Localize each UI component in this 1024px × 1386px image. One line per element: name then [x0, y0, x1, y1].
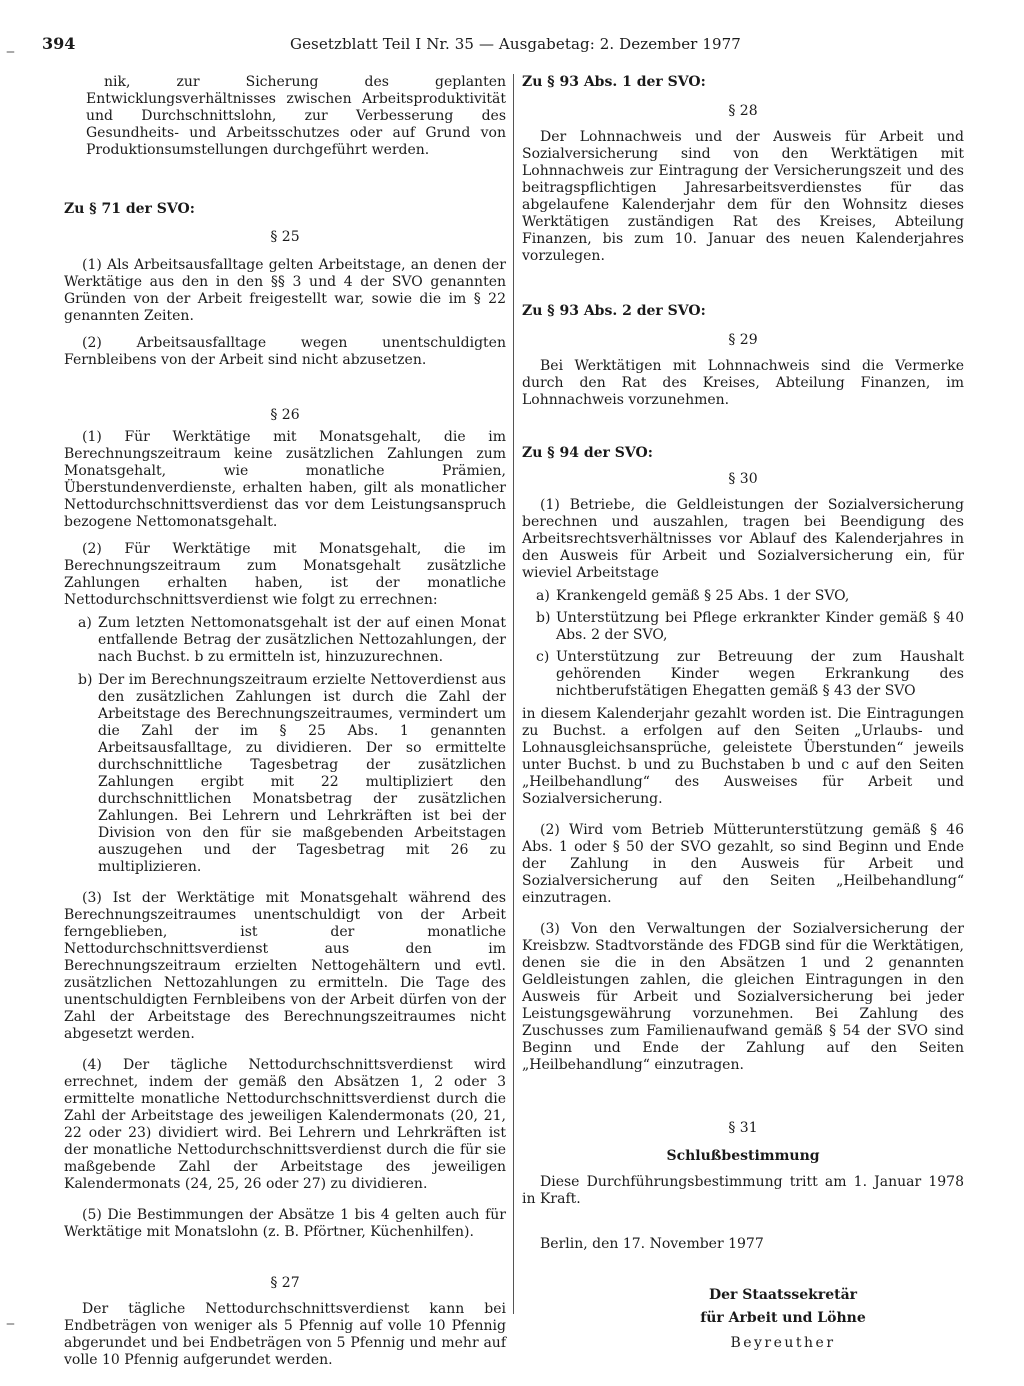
- list-item: [78, 615, 506, 666]
- list-item: [536, 649, 964, 700]
- paragraph-30-clause-3: (3) Von den Verwaltungen der Sozialversicherung der Kreisbzw. Stadtvorstände des FDGB sind für die Werktätigen, denen sie die in den Absätzen 1 und 2 genannten Geldleistungen zahlen, die gleichen Eintragungen in den Ausweis für Arbeit und Sozialversicherung bei jeder Leistungsgewährung vorzunehmen. Bei Zahlung des Zuschusses zum Familienaufwand gemäß § 54 der SVO sind Beginn und Ende der Zahlung auf den Seiten „Heilbehandlung“ einzutragen.: [522, 921, 964, 1073]
- section-heading-93-1: Zu § 93 Abs. 1 der SVO:: [522, 74, 706, 90]
- signatory-name: Beyreuther: [730, 1335, 836, 1351]
- list-marker: a): [536, 588, 550, 604]
- paragraph-26-title: § 26: [270, 407, 300, 423]
- paragraph-26-clause-3: (3) Ist der Werktätige mit Monatsgehalt während des Berechnungszeitraumes unentschuldigt von der Arbeit ferngeblieben, ist der monatliche Nettodurchschnittsverdienst aus den im Berechnungszeitraum erzielten Nettogehältern und evtl. zusätzlichen Nettozahlungen zu ermitteln. Die Tage des unentschuldigten Fernbleibens von der Arbeit dürfen von der Zahl der Arbeitstage des Berechnungszeitraumes nicht abgesetzt werden.: [64, 890, 506, 1042]
- paragraph-27-text: Der tägliche Nettodurchschnittsverdienst kann bei Endbeträgen von weniger als 5 Pfennig auf volle 10 Pfennig abgerundet und bei Endbeträgen von 5 Pfennig und mehr auf volle 10 Pfennig aufgerundet werden.: [64, 1301, 506, 1368]
- list-text: Unterstützung bei Pflege erkrankter Kinder gemäß § 40 Abs. 2 der SVO,: [556, 610, 964, 643]
- right-column: [522, 74, 964, 1352]
- signatory-title-line-2: für Arbeit und Löhne: [700, 1310, 866, 1326]
- list-marker: b): [536, 610, 551, 626]
- paragraph-31-title: § 31: [728, 1120, 758, 1136]
- paragraph-30-clause-2: (2) Wird vom Betrieb Mütterunterstützung gemäß § 46 Abs. 1 oder § 50 der SVO gezahlt, so sind Beginn und Ende der Zahlung in den Ausweis für Arbeit und Sozialversicherung auf den Seiten „Heilbehandlung“ einzutragen.: [522, 822, 964, 906]
- list-item: [536, 588, 964, 605]
- list-item: [536, 610, 964, 644]
- margin-tick-bottom: ‒: [6, 1316, 15, 1332]
- margin-tick-top: ‒: [6, 44, 15, 60]
- paragraph-25-clause-2: (2) Arbeitsausfalltage wegen unentschuldigten Fernbleibens von der Arbeit sind nicht abzusetzen.: [64, 335, 506, 368]
- list-marker: a): [78, 615, 92, 631]
- paragraph-25-title: § 25: [270, 229, 300, 245]
- paragraph-26-clause-2: (2) Für Werktätige mit Monatsgehalt, die im Berechnungszeitraum zum Monatsgehalt zusätzliche Zahlungen erhalten haben, ist der monatliche Nettodurchschnittsverdienst wie folgt zu errechnen:: [64, 541, 506, 608]
- paragraph-25-clause-1: (1) Als Arbeitsausfalltage gelten Arbeitstage, an denen der Werktätige aus den in den §§ 3 und 4 der SVO genannten Gründen von der Arbeit freigestellt war, sowie die im § 22 genannten Zeiten.: [64, 257, 506, 324]
- continued-paragraph: nik, zur Sicherung des geplanten Entwicklungsverhältnisses zwischen Arbeitsproduktivität und Durchschnittslohn, zur Verbesserung des Gesundheits- und Arbeitsschutzes oder auf Grund von Produktionsumstellungen durchgeführt werden.: [86, 74, 506, 158]
- left-column: [64, 74, 506, 1369]
- paragraph-26-clause-5: (5) Die Bestimmungen der Absätze 1 bis 4 gelten auch für Werktätige mit Monatslohn (z. B. Pförtner, Küchenhilfen).: [64, 1207, 506, 1240]
- paragraph-27-title: § 27: [270, 1275, 300, 1291]
- list-text: Der im Berechnungszeitraum erzielte Nettoverdienst aus den zusätzlichen Zahlungen ist durch die Zahl der Arbeitstage des Berechnungszeitraumes, vermindert um die Zahl der im § 25 Abs. 1 genannten Arbeitsausfalltage, zu dividieren. Der so ermittelte durchschnittliche Tagesbetrag der zusätzlichen Zahlungen ergibt mit 22 multipliziert den durchschnittlichen Monatsbetrag der zusätzlichen Zahlungen. Bei Lehrern und Lehrkräften ist bei der Division von den für sie maßgebenden Arbeitstagen auszugehen und der Tagesbetrag mit 26 zu multiplizieren.: [98, 672, 506, 875]
- section-heading-93-2: Zu § 93 Abs. 2 der SVO:: [522, 303, 706, 319]
- paragraph-29-title: § 29: [728, 332, 758, 348]
- page-header: [42, 34, 962, 56]
- column-divider: [513, 74, 514, 1314]
- list-marker: b): [78, 672, 93, 688]
- list-text: Unterstützung zur Betreuung der zum Haushalt gehörenden Kinder wegen Erkrankung des nichtberufstätigen Ehegatten gemäß § 43 der SVO: [556, 649, 964, 699]
- list-marker: c): [536, 649, 550, 665]
- final-provision-heading: Schlußbestimmung: [666, 1148, 820, 1164]
- paragraph-26-clause-1: (1) Für Werktätige mit Monatsgehalt, die im Berechnungszeitraum keine zusätzlichen Zahlungen zum Monatsgehalt, wie monatliche Prämien, Überstundenverdienste, erhalten haben, gilt als monatlicher Nettodurchschnittsverdienst das vor dem Leistungsanspruch bezogene Nettomonatsgehalt.: [64, 429, 506, 530]
- header-title: Gesetzblatt Teil I Nr. 35 — Ausgabetag: 2. Dezember 1977: [290, 35, 741, 53]
- paragraph-31-text: Diese Durchführungsbestimmung tritt am 1. Januar 1978 in Kraft.: [522, 1174, 964, 1207]
- place-and-date: Berlin, den 17. November 1977: [540, 1236, 764, 1252]
- paragraph-26-clause-4: (4) Der tägliche Nettodurchschnittsverdienst wird errechnet, indem der gemäß den Absätzen 1, 2 oder 3 ermittelte monatliche Nettodurchschnittsverdienst durch die Zahl der Arbeitstage des jeweiligen Kalendermonats (20, 21, 22 oder 23) dividiert wird. Bei Lehrern und Lehrkräften ist der monatliche Nettodurchschnittsverdienst durch die für sie maßgebende Zahl der Arbeitstage des jeweiligen Kalendermonats (24, 25, 26 oder 27) zu dividieren.: [64, 1057, 506, 1192]
- page-number: 394: [42, 34, 76, 53]
- paragraph-28-title: § 28: [728, 103, 758, 119]
- signatory-title-line-1: Der Staatssekretär: [708, 1287, 858, 1303]
- paragraph-28-text: Der Lohnnachweis und der Ausweis für Arbeit und Sozialversicherung sind von den Werktätigen mit Lohnnachweis zur Eintragung der Versicherungszeit und des beitragspflichtigen Jahresarbeitsverdienstes für das abgelaufene Kalenderjahr dem für den Wohnsitz dieses Werktätigen zuständigen Rat des Kreises, Abteilung Finanzen, bis zum 10. Januar des neuen Kalenderjahres vorzulegen.: [522, 129, 964, 264]
- paragraph-29-text: Bei Werktätigen mit Lohnnachweis sind die Vermerke durch den Rat des Kreises, Abteilung Finanzen, im Lohnnachweis vorzunehmen.: [522, 358, 964, 408]
- paragraph-30-title: § 30: [728, 471, 758, 487]
- section-heading-94: Zu § 94 der SVO:: [522, 445, 653, 461]
- list-item: [78, 672, 506, 876]
- list-text: Krankengeld gemäß § 25 Abs. 1 der SVO,: [556, 588, 850, 604]
- paragraph-30-clause-1: (1) Betriebe, die Geldleistungen der Sozialversicherung berechnen und auszahlen, tragen bei Beendigung des Arbeitsrechtsverhältnisses vor Ablauf des Kalenderjahres in den Ausweis für Arbeit und Sozialversicherung ein, für wieviel Arbeitstage: [522, 497, 964, 581]
- paragraph-30-clause-1-tail: in diesem Kalenderjahr gezahlt worden ist. Die Eintragungen zu Buchst. a erfolgen auf den Seiten „Urlaubs- und Lohnausgleichsansprüche, geleistete Überstunden“ jeweils unter Buchst. b und zu Buchstaben b und c auf den Seiten „Heilbehandlung“ des Ausweises für Arbeit und Sozialversicherung.: [522, 706, 964, 807]
- list-text: Zum letzten Nettomonatsgehalt ist der auf einen Monat entfallende Betrag der zusätzlichen Nettozahlungen, der nach Buchst. b zu ermitteln ist, hinzuzurechnen.: [98, 615, 506, 665]
- section-heading-71: Zu § 71 der SVO:: [64, 201, 195, 217]
